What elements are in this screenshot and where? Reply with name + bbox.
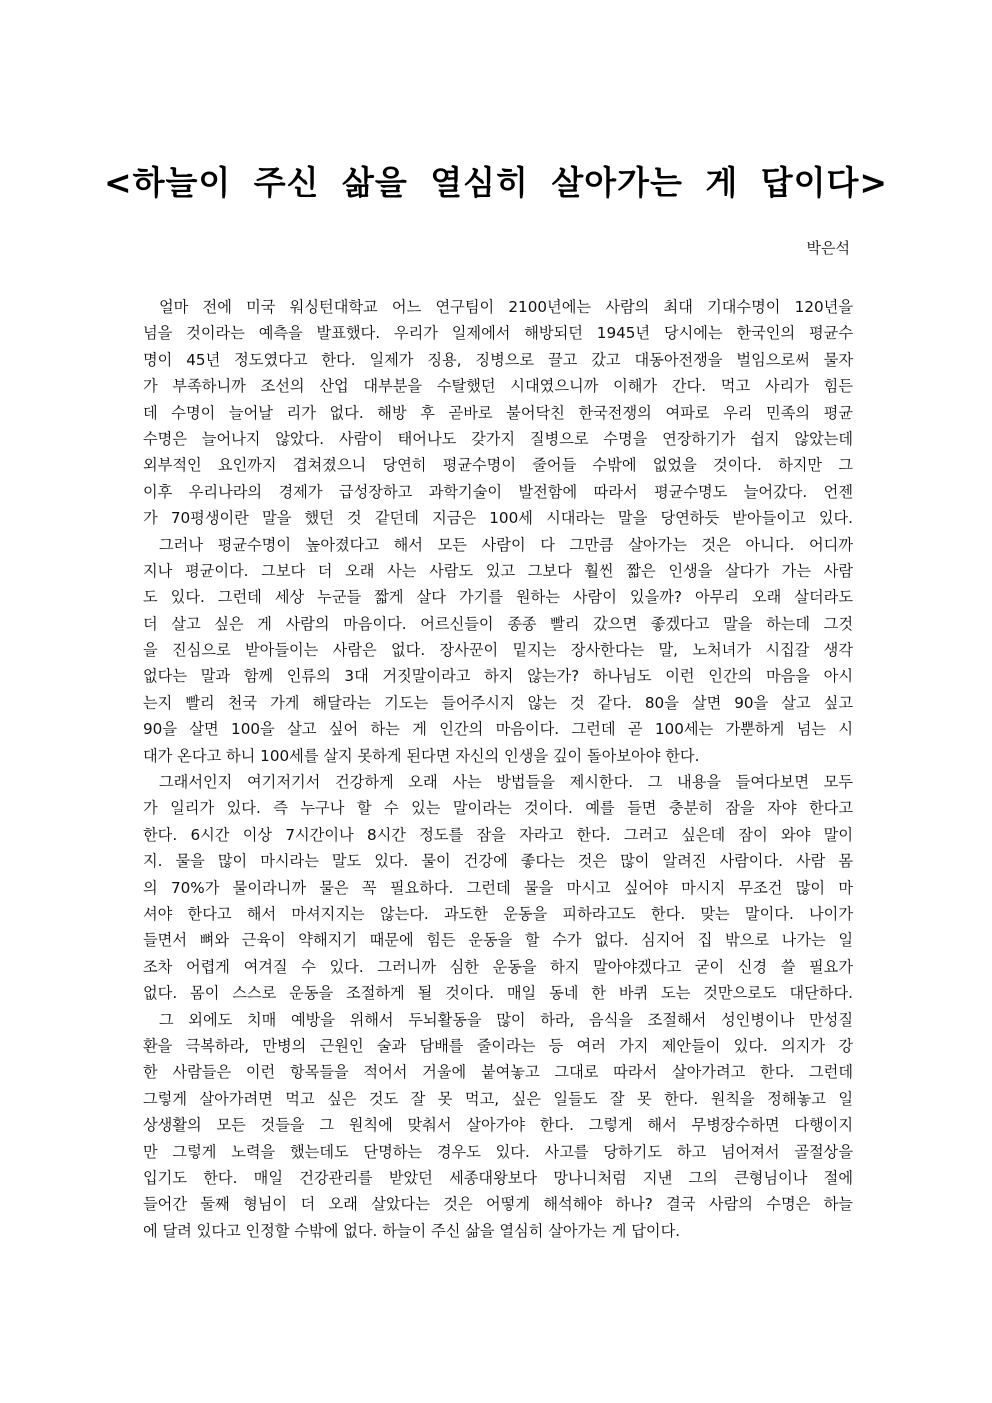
text-line: 더 살고 싶은 게 사람의 마음이다. 어르신들이 종종 빨리 갔으면 좋겠다고 말을 하는데 그것 xyxy=(143,614,853,633)
text-line: 입기도 한다. 매일 건강관리를 받았던 세종대왕보다 망나니처럼 지낸 그의 큰형님이나 절에 xyxy=(143,1168,853,1187)
text-line: 대가 온다고 하니 100세를 살지 못하게 된다면 자신의 인생을 깊이 돌아보아야 한다. xyxy=(143,746,700,765)
text-line: 명이 45년 정도였다고 한다. 일제가 징용, 징병으로 끌고 갔고 대동아전쟁을 벌임으로써 물자 xyxy=(143,350,853,369)
text-line: 없다는 말과 함께 인류의 3대 거짓말이라고 하지 않는가? 하나님도 이런 인간의 마음을 아시 xyxy=(143,667,853,686)
text-line: 도 있다. 그런데 세상 누군들 짧게 살다 가기를 원하는 사람이 있을까? 아무리 오래 살더라도 xyxy=(143,588,853,607)
paragraph xyxy=(143,532,853,770)
text-line: 들면서 뼈와 근육이 약해지기 때문에 힘든 운동을 할 수가 없다. 심지어 집 밖으로 나가는 일 xyxy=(143,931,853,950)
text-line: 데 수명이 늘어날 리가 없다. 해방 후 곧바로 불어닥친 한국전쟁의 여파로 우리 민족의 평균 xyxy=(143,403,853,422)
text-line: 지. 물을 많이 마시라는 말도 있다. 물이 건강에 좋다는 것은 많이 알려진 사람이다. 사람 몸 xyxy=(143,852,853,871)
text-line: 조차 어렵게 여겨질 수 있다. 그러니까 심한 운동을 하지 말아야겠다고 굳이 신경 쓸 필요가 xyxy=(143,957,853,976)
text-line: 얼마 전에 미국 워싱턴대학교 어느 연구팀이 2100년에는 사람의 최대 기대수명이 120년을 xyxy=(159,298,853,316)
text-line: 상생활의 모든 것들을 그 원칙에 맞춰서 살아가야 한다. 그렇게 해서 무병장수하면 다행이지 xyxy=(143,1116,853,1135)
text-line: 의 70%가 물이라니까 물은 꼭 필요하다. 그런데 물을 마시고 싶어야 마시지 무조건 많이 마 xyxy=(143,878,853,897)
text-line: 환을 극복하라, 만병의 근원인 술과 담배를 줄이라는 등 여러 가지 제안들이 있다. 의지가 강 xyxy=(143,1036,853,1055)
text-line: 들어간 둘째 형님이 더 오래 살았다는 것은 어떻게 해석해야 하나? 결국 사람의 수명은 하늘 xyxy=(143,1195,853,1214)
text-line: 가 70평생이란 말을 했던 것 같던데 지금은 100세 시대라는 말을 당연하듯 받아들이고 있다. xyxy=(143,509,853,528)
text-line: 넘을 것이라는 예측을 발표했다. 우리가 일제에서 해방되던 1945년 당시에는 한국인의 평균수 xyxy=(143,324,853,343)
author-name: 박은석 xyxy=(806,239,850,257)
text-line: 지나 평균이다. 그보다 더 오래 사는 사람도 있고 그보다 훨씬 짧은 인생을 살다가 가는 사람 xyxy=(143,561,853,580)
text-line: 그래서인지 여기저기서 건강하게 오래 사는 방법들을 제시한다. 그 내용을 들여다보면 모두 xyxy=(159,773,853,792)
text-line: 가 부족하니까 조선의 산업 대부분을 수탈했던 시대였으니까 이해가 간다. 먹고 사리가 힘든 xyxy=(143,377,853,396)
page-title: <하늘이 주신 삶을 열심히 살아가는 게 답이다> xyxy=(103,163,889,202)
text-line: 한 사람들은 이런 항목들을 적어서 거울에 붙여놓고 그대로 따라서 살아가려고 한다. 그런데 xyxy=(143,1063,853,1082)
text-line: 만 그렇게 노력을 했는데도 단명하는 경우도 있다. 사고를 당하기도 하고 넘어져서 골절상을 xyxy=(143,1142,853,1161)
text-line: 90을 살면 100을 살고 싶어 하는 게 인간의 마음이다. 그런데 곧 100세는 가뿐하게 넘는 시 xyxy=(143,720,853,739)
text-line: 는지 빨리 천국 가게 해달라는 기도는 들어주시지 않는 것 같다. 80을 살면 90을 살고 싶고 xyxy=(143,693,853,712)
text-line: 셔야 한다고 해서 마셔지지는 않는다. 과도한 운동을 피하라고도 한다. 맞는 말이다. 나이가 xyxy=(143,904,853,923)
text-line: 없다. 몸이 스스로 운동을 조절하게 될 것이다. 매일 동네 한 바퀴 도는 것만으로도 대단하다. xyxy=(143,984,853,1003)
text-line: 한다. 6시간 이상 7시간이나 8시간 정도를 잠을 자라고 한다. 그러고 싶은데 잠이 와야 말이 xyxy=(143,825,853,844)
paragraph xyxy=(143,769,853,1007)
text-line: 가 일리가 있다. 즉 누구나 할 수 있는 말이라는 것이다. 예를 들면 충분히 잠을 자야 한다고 xyxy=(143,799,853,818)
text-line: 외부적인 요인까지 겹쳐졌으니 당연히 평균수명이 줄어들 수밖에 없었을 것이다. 하지만 그 xyxy=(143,456,853,475)
text-line: 그렇게 살아가려면 먹고 싶은 것도 잘 못 먹고, 싶은 일들도 잘 못 한다. 원칙을 정해놓고 일 xyxy=(143,1089,853,1108)
text-line: 그러나 평균수명이 높아졌다고 해서 모든 사람이 다 그만큼 살아가는 것은 아니다. 어디까 xyxy=(159,535,853,554)
text-line: 이후 우리나라의 경제가 급성장하고 과학기술이 발전함에 따라서 평균수명도 늘어갔다. 언젠 xyxy=(143,482,853,501)
document-body xyxy=(143,294,853,1244)
paragraph xyxy=(143,1007,853,1245)
text-line: 을 진심으로 받아들이는 사람은 없다. 장사꾼이 밑지는 장사한다는 말, 노처녀가 시집갈 생각 xyxy=(143,641,853,660)
text-line: 에 달려 있다고 인정할 수밖에 없다. 하늘이 주신 삶을 열심히 살아가는 게 답이다. xyxy=(143,1221,681,1240)
text-line: 그 외에도 치매 예방을 위해서 두뇌활동을 많이 하라, 음식을 조절해서 성인병이나 만성질 xyxy=(159,1010,853,1029)
text-line: 수명은 늘어나지 않았다. 사람이 태어나도 갖가지 질병으로 수명을 연장하기가 쉽지 않았는데 xyxy=(143,429,853,448)
paragraph xyxy=(143,294,853,532)
